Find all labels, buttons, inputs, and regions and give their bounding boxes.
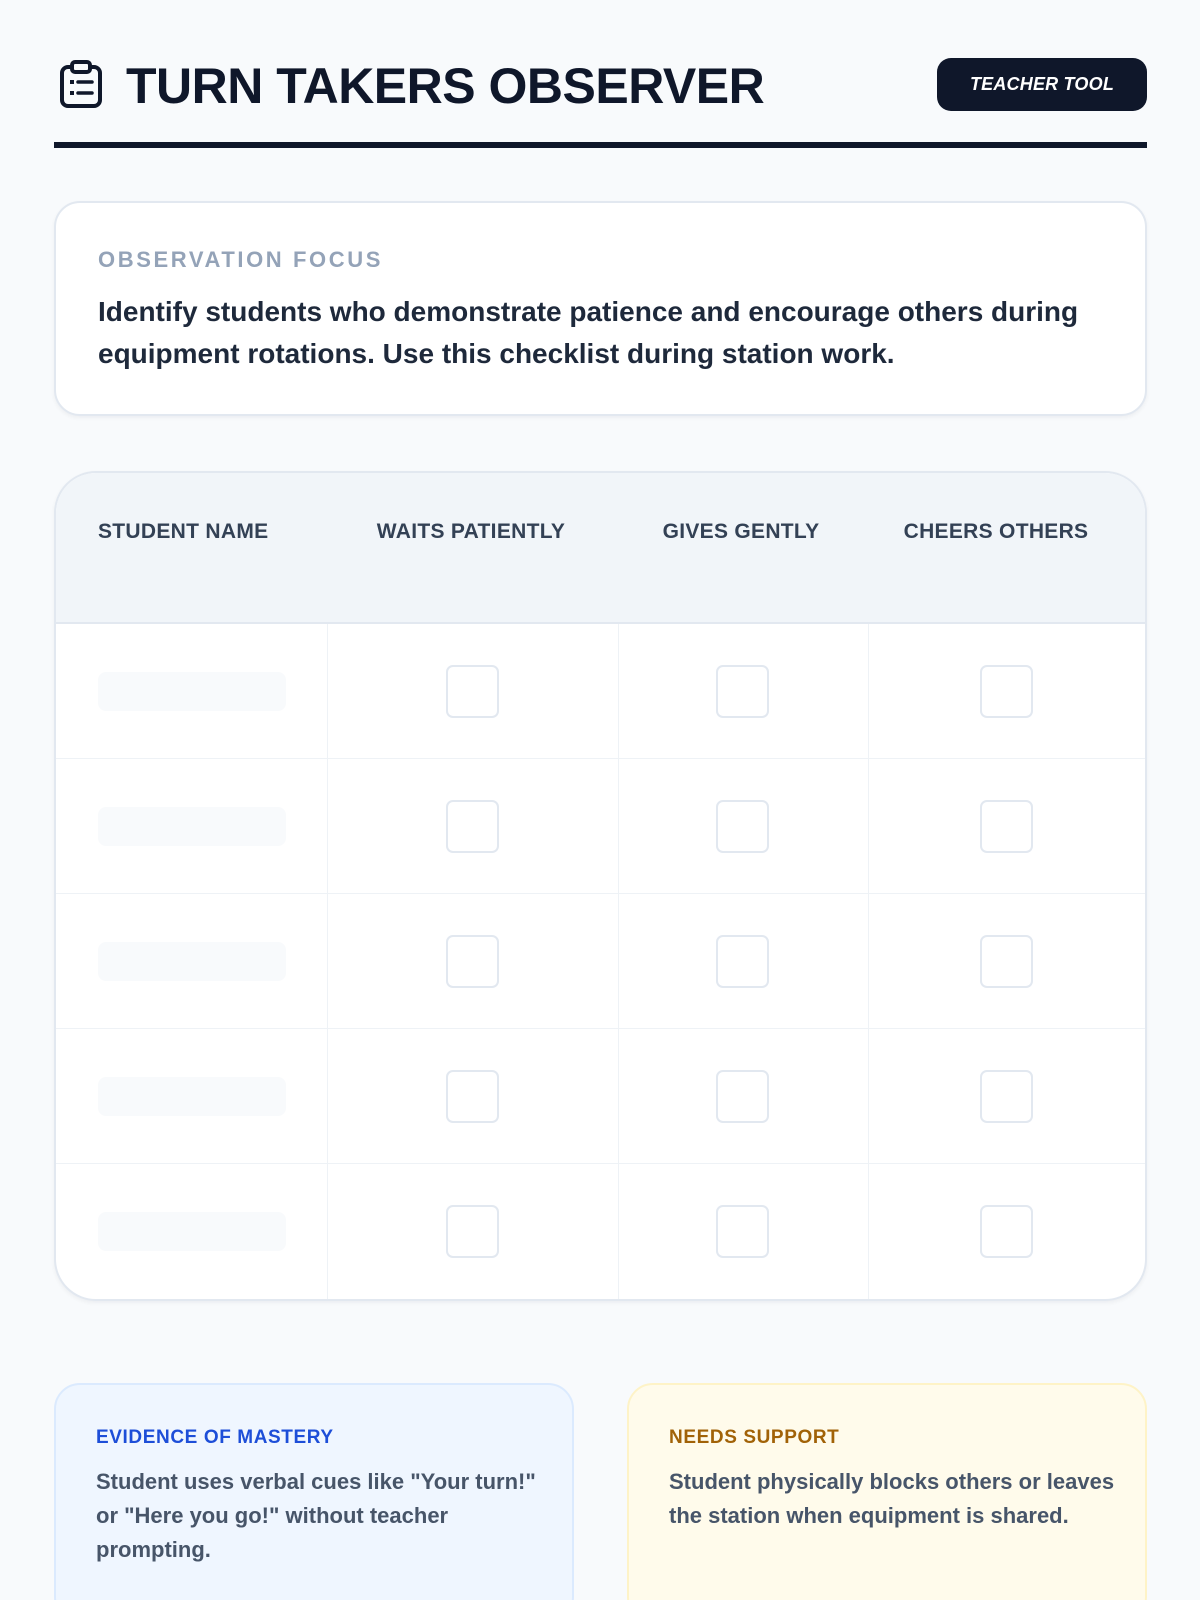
student-name-field[interactable] — [98, 807, 286, 846]
waits-patiently-checkbox[interactable] — [446, 665, 499, 718]
teacher-tool-badge: TEACHER TOOL — [937, 58, 1147, 111]
table-row — [56, 894, 1145, 1029]
table-row — [56, 1029, 1145, 1164]
column-header-waits-patiently: WAITS PATIENTLY — [376, 520, 566, 543]
student-name-field[interactable] — [98, 1212, 286, 1251]
waits-patiently-checkbox[interactable] — [446, 1070, 499, 1123]
column-header-gives-gently: GIVES GENTLY — [662, 520, 820, 543]
page-title: TURN TAKERS OBSERVER — [126, 58, 765, 114]
observation-checklist-table — [54, 471, 1147, 1301]
student-name-field[interactable] — [98, 942, 286, 981]
gives-gently-checkbox[interactable] — [716, 1205, 769, 1258]
cheers-others-checkbox[interactable] — [980, 935, 1033, 988]
gives-gently-checkbox[interactable] — [716, 1070, 769, 1123]
cheers-others-checkbox[interactable] — [980, 1070, 1033, 1123]
needs-support-card — [627, 1383, 1147, 1600]
table-header — [56, 473, 1145, 624]
cheers-others-checkbox[interactable] — [980, 1205, 1033, 1258]
needs-support-text: Student physically blocks others or leaves the station when equipment is shared. — [669, 1469, 1115, 1528]
observation-focus-text: Identify students who demonstrate patience and encourage others during equipment rotations. Use this checklist during station work. — [98, 296, 1079, 369]
page-header — [54, 54, 1147, 148]
table-row — [56, 1164, 1145, 1299]
cheers-others-checkbox[interactable] — [980, 800, 1033, 853]
column-header-student-name: STUDENT NAME — [98, 520, 269, 543]
evidence-of-mastery-text: Student uses verbal cues like "Your turn!" or "Here you go!" without teacher prompting. — [96, 1469, 536, 1562]
gives-gently-checkbox[interactable] — [716, 800, 769, 853]
observation-focus-card — [54, 201, 1147, 416]
gives-gently-checkbox[interactable] — [716, 935, 769, 988]
waits-patiently-checkbox[interactable] — [446, 1205, 499, 1258]
waits-patiently-checkbox[interactable] — [446, 935, 499, 988]
table-row — [56, 624, 1145, 759]
needs-support-title: NEEDS SUPPORT — [669, 1427, 840, 1448]
waits-patiently-checkbox[interactable] — [446, 800, 499, 853]
clipboard-list-icon — [59, 60, 103, 108]
student-name-field[interactable] — [98, 1077, 286, 1116]
evidence-of-mastery-card — [54, 1383, 574, 1600]
table-row — [56, 759, 1145, 894]
student-name-field[interactable] — [98, 672, 286, 711]
observation-focus-label: OBSERVATION FOCUS — [98, 247, 383, 272]
column-header-cheers-others: CHEERS OTHERS — [903, 520, 1089, 543]
gives-gently-checkbox[interactable] — [716, 665, 769, 718]
cheers-others-checkbox[interactable] — [980, 665, 1033, 718]
evidence-of-mastery-title: EVIDENCE OF MASTERY — [96, 1427, 334, 1448]
